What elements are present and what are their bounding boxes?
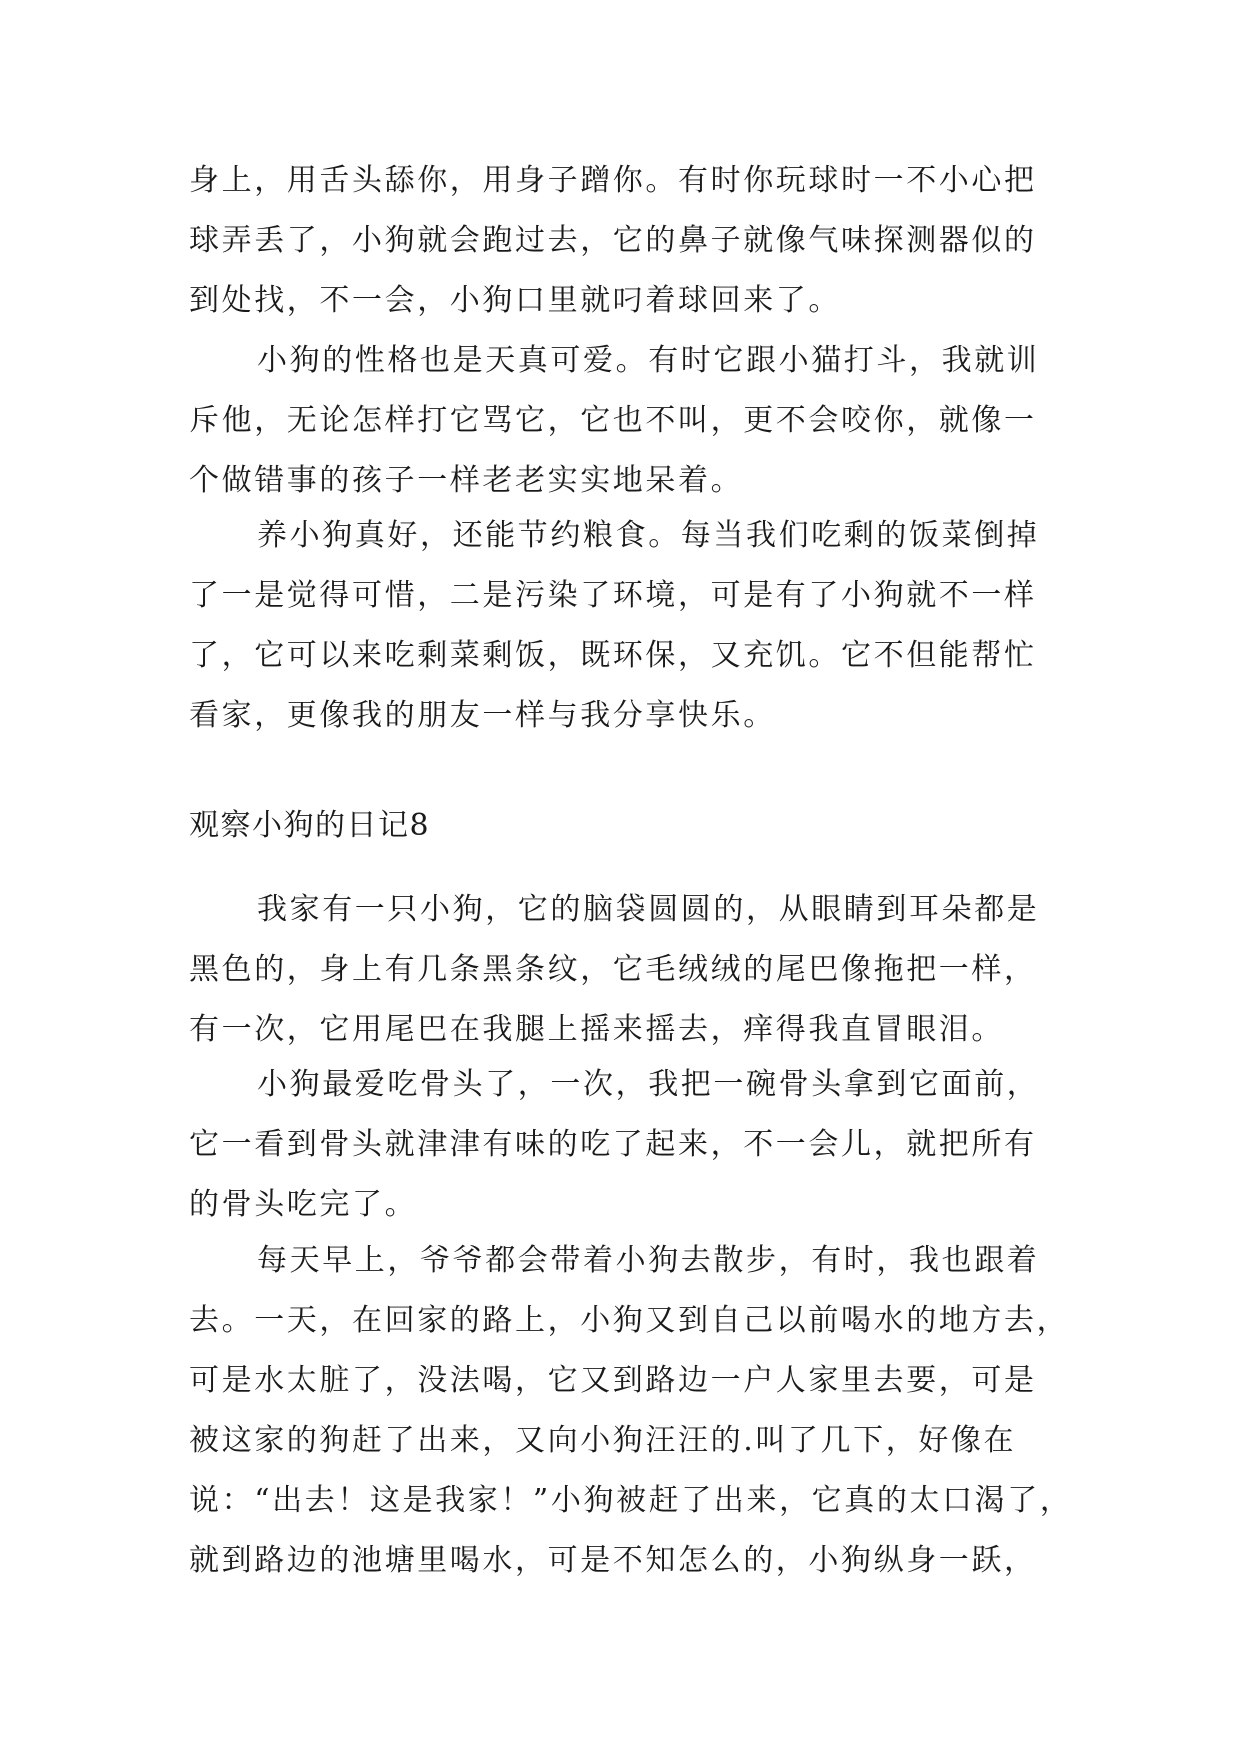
text-line: 就到路边的池塘里喝水，可是不知怎么的，小狗纵身一跃， [189,1543,1037,1578]
text-line: 黑色的，身上有几条黑条纹，它毛绒绒的尾巴像拖把一样， [189,952,1037,987]
text-line: 可是水太脏了，没法喝，它又到路边一户人家里去要，可是 [189,1363,1037,1398]
text-line: 小狗最爱吃骨头了，一次，我把一碗骨头拿到它面前， [257,1067,1040,1102]
text-line: 它一看到骨头就津津有味的吃了起来，不一会儿，就把所有 [189,1127,1037,1162]
text-line: 有一次，它用尾巴在我腿上摇来摇去，痒得我直冒眼泪。 [189,1012,1004,1047]
text-line: 去。一天，在回家的路上，小狗又到自己以前喝水的地方去， [189,1303,1070,1338]
paragraph-dog-walk [189,1231,1073,1591]
section-title: 观察小狗的日记8 [189,808,431,843]
paragraph-dog-personality [189,331,1069,511]
paragraph-continuation [189,151,1069,331]
text-line: 到处找，不一会，小狗口里就叼着球回来了。 [189,283,841,318]
text-line: 说：“出去！这是我家！”小狗被赶了出来，它真的太口渴了， [189,1483,1073,1518]
text-line: 小狗的性格也是天真可爱。有时它跟小猫打斗，我就训 [257,343,1040,378]
text-line: 我家有一只小狗，它的脑袋圆圆的，从眼睛到耳朵都是 [257,892,1040,927]
text-line: 个做错事的孩子一样老老实实地呆着。 [189,463,744,498]
text-line: 的骨头吃完了。 [189,1187,418,1222]
paragraph-dog-food [189,506,1069,746]
text-line: 被这家的狗赶了出来，又向小狗汪汪的.叫了几下，好像在 [189,1423,1017,1458]
text-line: 了一是觉得可惜，二是污染了环境，可是有了小狗就不一样 [189,578,1037,613]
text-line: 看家，更像我的朋友一样与我分享快乐。 [189,698,776,733]
text-line: 了，它可以来吃剩菜剩饭，既环保，又充饥。它不但能帮忙 [189,638,1037,673]
paragraph-dog-bones [189,1055,1069,1235]
text-line: 球弄丢了，小狗就会跑过去，它的鼻子就像气味探测器似的 [189,223,1037,258]
paragraph-dog-appearance [189,880,1069,1060]
text-line: 养小狗真好，还能节约粮食。每当我们吃剩的饭菜倒掉 [257,518,1040,553]
text-line: 每天早上，爷爷都会带着小狗去散步，有时，我也跟着 [257,1243,1040,1278]
text-line: 身上，用舌头舔你，用身子蹭你。有时你玩球时一不小心把 [189,163,1037,198]
text-line: 斥他，无论怎样打它骂它，它也不叫，更不会咬你，就像一 [189,403,1037,438]
